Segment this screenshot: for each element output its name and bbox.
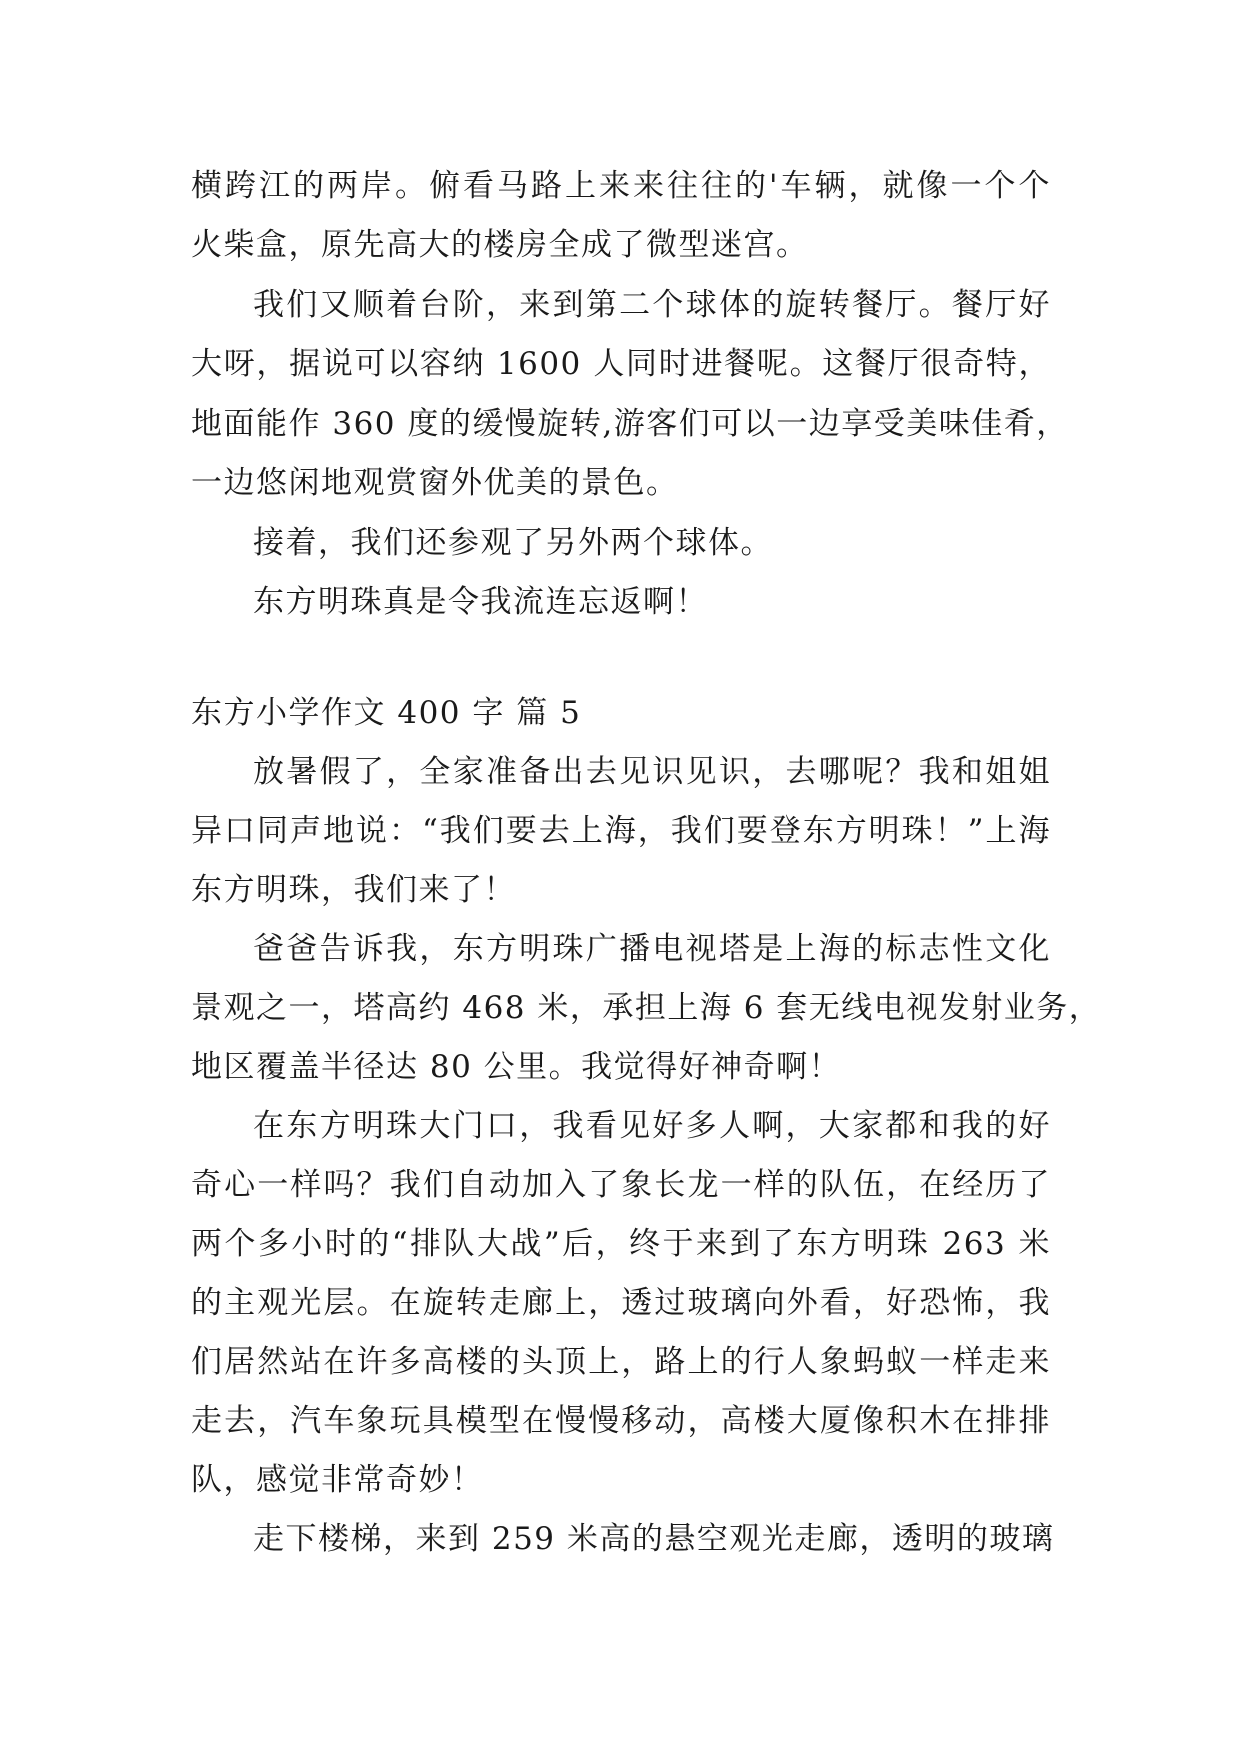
text-line: 的主观光层。在旋转走廊上，透过玻璃向外看，好恐怖，我 [191,1285,1051,1321]
text-line: 东方明珠，我们来了！ [191,872,516,908]
paragraph-start-line: 东方明珠真是令我流连忘返啊！ [253,584,708,620]
text-line: 大呀，据说可以容纳 1600 人同时进餐呢。这餐厅很奇特， [191,346,1051,382]
text-line: 火柴盒，原先高大的楼房全成了微型迷宫。 [191,227,809,263]
paragraph-start-line: 放暑假了，全家准备出去见识见识，去哪呢？我和姐姐 [253,754,1051,790]
text-line: 景观之一，塔高约 468 米，承担上海 6 套无线电视发射业务， [191,990,1102,1026]
text-line: 队，感觉非常奇妙！ [191,1462,484,1498]
paragraph-start-line: 在东方明珠大门口，我看见好多人啊，大家都和我的好 [253,1108,1051,1144]
text-line: 们居然站在许多高楼的头顶上，路上的行人象蚂蚁一样走来 [191,1344,1051,1380]
text-line: 地区覆盖半径达 80 公里。我觉得好神奇啊！ [191,1049,842,1085]
paragraph-start-line: 接着，我们还参观了另外两个球体。 [253,525,773,561]
text-line: 一边悠闲地观赏窗外优美的景色。 [191,465,679,501]
text-line: 地面能作 360 度的缓慢旋转,游客们可以一边享受美味佳肴， [191,406,1069,442]
text-line: 奇心一样吗？我们自动加入了象长龙一样的队伍，在经历了 [191,1167,1051,1203]
text-line: 异口同声地说：“我们要去上海，我们要登东方明珠！”上海 [191,813,1051,849]
paragraph-start-line: 爸爸告诉我，东方明珠广播电视塔是上海的标志性文化 [253,931,1051,967]
paragraph-start-line: 走下楼梯，来到 259 米高的悬空观光走廊，透明的玻璃 [253,1521,1055,1557]
section-title: 东方小学作文 400 字 篇 5 [191,695,582,731]
paragraph-start-line: 我们又顺着台阶，来到第二个球体的旋转餐厅。餐厅好 [253,287,1051,323]
text-line: 两个多小时的“排队大战”后，终于来到了东方明珠 263 米 [191,1226,1051,1262]
text-line: 走去，汽车象玩具模型在慢慢移动，高楼大厦像积木在排排 [191,1403,1051,1439]
text-line: 横跨江的两岸。俯看马路上来来往往的'车辆，就像一个个 [191,168,1051,204]
